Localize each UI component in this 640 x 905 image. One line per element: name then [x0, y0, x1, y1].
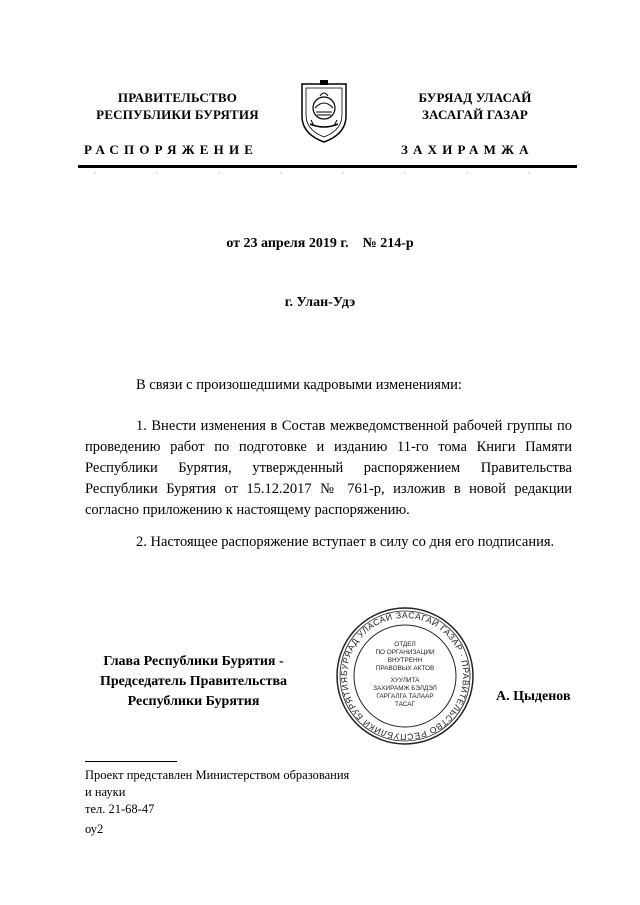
stamp-ring-text: БУРЯАД УЛАСАЙ ЗАСАГАЙ ГАЗАР · ПРАВИТЕЛЬСТВО РЕСПУБЛИКИ БУРЯТИЯ	[338, 609, 472, 743]
coat-of-arms-emblem	[298, 78, 350, 144]
stamp-line: ПО ОРГАНИЗАЦИИ	[375, 649, 435, 656]
stamp-line: ВНУТРЕНН	[387, 657, 423, 664]
item-1-paragraph: 1. Внести изменения в Состав межведомственной рабочей группы по проведению работ по подготовке и изданию 11-го тома Книги Памяти Республики Бурятия, утвержденный распоряжением Правительства Республики Бурятия от 15.12.2017 № 761-р, изложив в новой редакции согласно приложению к настоящему распоряжению.	[85, 418, 572, 518]
header-dotted-line	[78, 171, 577, 175]
stamp-line: ХУУЛИТА	[390, 677, 420, 684]
official-stamp	[335, 606, 475, 746]
stamp-line: ПРАВОВЫХ АКТОВ	[375, 665, 435, 672]
header-left-org	[70, 89, 285, 123]
footer-rule	[85, 761, 177, 762]
intro-paragraph: В связи с произошедшими кадровыми изменениями:	[136, 377, 462, 393]
item-2-paragraph: 2. Настоящее распоряжение вступает в силу со дня его подписания.	[136, 534, 555, 550]
position-line2: Председатель Правительства	[99, 674, 288, 689]
org-name-line2: РЕСПУБЛИКИ БУРЯТИЯ	[96, 107, 259, 122]
header-right-org	[375, 89, 575, 123]
footer-code: оу2	[85, 822, 104, 836]
footer-line2: и науки	[85, 785, 126, 799]
date-and-number: от 23 апреля 2019 г. № 214-р	[226, 236, 414, 251]
document-type-ru: РАСПОРЯЖЕНИЕ	[84, 142, 259, 157]
org-name-line1: ПРАВИТЕЛЬСТВО	[117, 90, 238, 105]
header-rule	[78, 165, 577, 168]
stamp-line: ОТДЕЛ	[394, 641, 416, 648]
org-name-bur-line2: ЗАСАГАЙ ГАЗАР	[421, 107, 529, 122]
stamp-line: ГАРГАЛГА ТАЛААР	[376, 693, 434, 700]
footer-line1: Проект представлен Министерством образования	[85, 768, 350, 782]
signatory-position	[80, 652, 307, 712]
position-line1: Глава Республики Бурятия -	[103, 654, 284, 669]
signatory-name: А. Цыденов	[496, 689, 571, 704]
stamp-line: ТАСАГ	[394, 701, 416, 708]
position-line3: Республики Бурятия	[127, 694, 260, 709]
footer-phone: тел. 21-68-47	[85, 802, 155, 816]
footer-note	[85, 767, 349, 818]
city: г. Улан-Удэ	[284, 295, 356, 310]
document-type-bur: ЗАХИРАМЖА	[401, 142, 534, 157]
org-name-bur-line1: БУРЯАД УЛАСАЙ	[418, 90, 532, 105]
stamp-line: ЗАХИРАМЖ БЭЛДЭЛ	[373, 685, 437, 692]
